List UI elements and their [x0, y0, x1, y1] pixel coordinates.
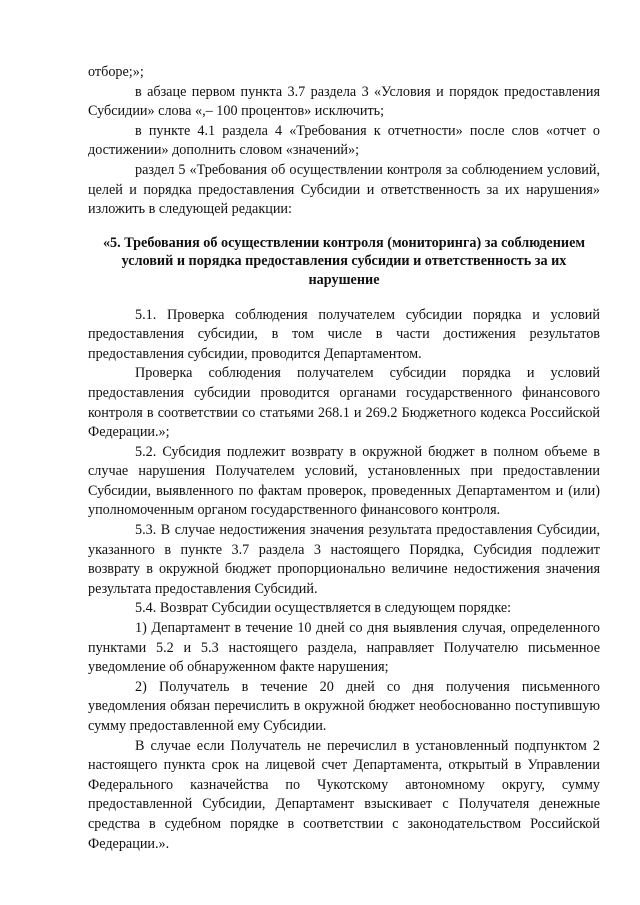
- amendment-paragraph-section-5: раздел 5 «Требования об осуществлении контроля за соблюдением условий, целей и порядка предоставления Субсидии и ответственность за их нарушения» изложить в следующей редакции:: [88, 161, 600, 218]
- amendment-paragraph-4-1: в пункте 4.1 раздела 4 «Требования к отчетности» после слов «отчет о достижении» дополнить словом «значений»;: [88, 122, 600, 159]
- clause-5-2: 5.2. Субсидия подлежит возврату в окружной бюджет в полном объеме в случае нарушения Получателем условий, установленных при предоставлении Субсидии, выявленного по фактам проверок, проведенных Департаментом и (или) уполномоченным органом государственного финансового контроля.: [88, 443, 600, 519]
- clause-5-1: 5.1. Проверка соблюдения получателем субсидии порядка и условий предоставления субсидии, в том числе в части достижения результатов предоставления субсидии, проводится Департаментом.: [88, 306, 600, 362]
- clause-5-1-control: Проверка соблюдения получателем субсидии порядка и условий предоставления субсидии проводится органами государственного финансового контроля в соответствии со статьями 268.1 и 269.2 Бюджетного кодекса Российской Федерации.»;: [88, 365, 600, 441]
- clause-5-4: 5.4. Возврат Субсидии осуществляется в следующем порядке:: [135, 600, 512, 617]
- clause-5-3: 5.3. В случае недостижения значения результата предоставления Субсидии, указанного в пункте 3.7 раздела 3 настоящего Порядка, Субсидия подлежит возврату в окружной бюджет пропорционально величине недостижения значения результата предоставления Субсидий.: [88, 522, 600, 597]
- paragraph-continuation: отборе;»;: [88, 64, 144, 80]
- clause-5-4-item-1: 1) Департамент в течение 10 дней со дня выявления случая, определенного пунктами 5.2 и 5.3 настоящего раздела, направляет Получателю письменное уведомление об обнаруженном факте нарушения;: [88, 620, 600, 676]
- amendment-paragraph-3-7: в абзаце первом пункта 3.7 раздела 3 «Условия и порядок предоставления Субсидии» слова «,– 100 процентов» исключить;: [88, 83, 600, 120]
- clause-5-4-item-2: 2) Получатель в течение 20 дней со дня получения письменного уведомления обязан перечислить в окружной бюджет необоснованно поступившую сумму предоставленной ему Субсидии.: [88, 678, 600, 734]
- clause-5-4-recovery: В случае если Получатель не перечислил в установленный подпунктом 2 настоящего пункта срок на лицевой счет Департамента, открытый в Управлении Федерального казначейства по Чукотскому автономному округу, сумму предоставленной Субсидии, Департамент взыскивает с Получателя денежные средства в судебном порядке в соответствии с законодательством Российской Федерации.».: [88, 737, 600, 852]
- section-5-heading: «5. Требования об осуществлении контроля (мониторинга) за соблюдением условий и порядка предоставления субсидии и ответственность за их нарушение: [102, 234, 586, 288]
